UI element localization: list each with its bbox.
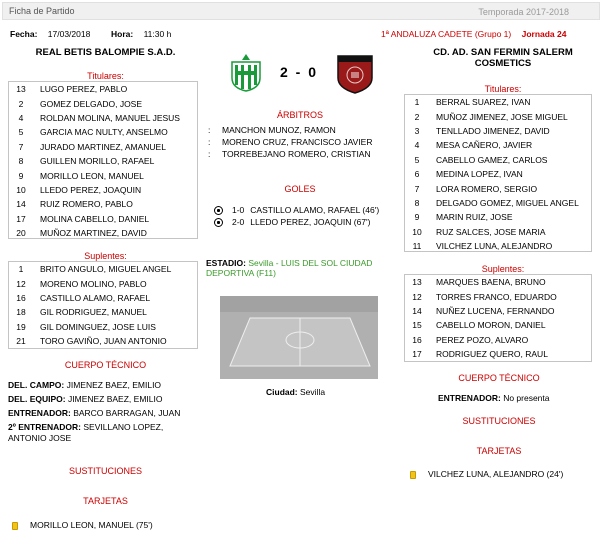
staff-name: BARCO BARRAGAN, JUAN xyxy=(73,408,181,418)
player-number: 2 xyxy=(414,111,420,122)
staff-name: JIMENEZ BAEZ, EMILIO xyxy=(66,380,162,390)
table-row xyxy=(405,347,591,361)
table-row xyxy=(9,262,197,276)
referee-name: TORREBEJANO ROMERO, CRISTIAN xyxy=(222,149,371,159)
home-suplentes-title: Suplentes: xyxy=(84,251,127,261)
player-number: 17 xyxy=(412,349,422,360)
table-row xyxy=(9,125,197,139)
player-name[interactable]: NUÑEZ LUCENA, FERNANDO xyxy=(436,305,555,316)
home-suplentes-list xyxy=(8,261,198,349)
home-tarjetas-title: TARJETAS xyxy=(83,496,128,506)
player-name[interactable]: GIL RODRIGUEZ, MANUEL xyxy=(40,307,147,318)
player-name[interactable]: LLEDO PEREZ, JOAQUIN xyxy=(40,184,142,195)
yellow-card-icon xyxy=(12,522,18,530)
player-name[interactable]: GARCIA MAC NULTY, ANSELMO xyxy=(40,127,168,138)
player-number: 12 xyxy=(16,278,26,289)
table-row xyxy=(405,304,591,318)
away-sustituciones-title: SUSTITUCIONES xyxy=(462,416,536,426)
away-tarjetas-title: TARJETAS xyxy=(476,446,522,456)
referee-row: : TORREBEJANO ROMERO, CRISTIAN xyxy=(208,149,371,159)
goal-row xyxy=(214,217,370,227)
match-date xyxy=(10,29,90,39)
home-staff-list xyxy=(8,380,200,444)
table-row xyxy=(9,168,197,182)
table-row xyxy=(9,291,197,305)
header-bar xyxy=(2,2,600,20)
goal-player: CASTILLO ALAMO, RAFAEL (46') xyxy=(250,205,380,215)
referee-row: : MORENO CRUZ, FRANCISCO JAVIER xyxy=(208,137,373,147)
player-number: 18 xyxy=(16,307,26,318)
player-name[interactable]: MEDINA LOPEZ, IVAN xyxy=(436,169,523,180)
player-number: 9 xyxy=(414,212,420,223)
player-number: 19 xyxy=(16,321,26,332)
away-cuerpo-title: CUERPO TÉCNICO xyxy=(458,373,540,383)
player-name[interactable]: LORA ROMERO, SERGIO xyxy=(436,183,538,194)
table-row xyxy=(9,197,197,211)
player-name[interactable]: RODRIGUEZ QUERO, RAUL xyxy=(436,349,548,360)
player-name[interactable]: MUÑOZ JIMENEZ, JOSE MIGUEL xyxy=(436,111,568,122)
table-row xyxy=(405,239,591,253)
ficha-tab-label[interactable]: Ficha de Partido xyxy=(9,6,75,16)
away-team-name: CD. AD. SAN FERMIN SALERM COSMETICS xyxy=(433,47,573,69)
player-number: 16 xyxy=(412,334,422,345)
table-row xyxy=(9,111,197,125)
table-row xyxy=(405,289,591,303)
player-number: 17 xyxy=(16,213,26,224)
table-row xyxy=(9,140,197,154)
player-number: 3 xyxy=(414,125,420,136)
player-name[interactable]: GIL DOMINGUEZ, JOSE LUIS xyxy=(40,321,156,332)
player-name[interactable]: RUIZ ROMERO, PABLO xyxy=(40,199,133,210)
hora-value: 11:30 h xyxy=(143,29,172,39)
staff-role: ENTRENADOR: xyxy=(438,393,501,403)
table-row xyxy=(9,212,197,226)
staff-name: No presenta xyxy=(503,393,550,403)
player-number: 15 xyxy=(412,320,422,331)
player-name[interactable]: CABELLO GAMEZ, CARLOS xyxy=(436,154,548,165)
player-number: 14 xyxy=(412,305,422,316)
goal-score: 1-0 xyxy=(232,205,245,215)
table-row xyxy=(405,153,591,167)
player-number: 4 xyxy=(18,112,24,123)
player-name[interactable]: MARQUES BAENA, BRUNO xyxy=(436,277,546,288)
away-card-row xyxy=(410,469,563,479)
table-row xyxy=(405,138,591,152)
referee-row: : MANCHON MUNOZ, RAMON xyxy=(208,125,336,135)
staff-role: 2º ENTRENADOR: xyxy=(8,422,81,432)
player-number: 4 xyxy=(414,140,420,151)
player-name[interactable]: ROLDAN MOLINA, MANUEL JESUS xyxy=(40,112,180,123)
player-name[interactable]: CABELLO MORON, DANIEL xyxy=(436,320,546,331)
table-row xyxy=(405,210,591,224)
player-number: 7 xyxy=(414,183,420,194)
estadio-label: ESTADIO: xyxy=(206,258,246,268)
player-number: 16 xyxy=(16,292,26,303)
player-number: 10 xyxy=(16,184,26,195)
table-row xyxy=(405,196,591,210)
away-staff-list xyxy=(438,393,550,404)
player-number: 10 xyxy=(412,226,422,237)
competition-name: 1ª ANDALUZA CADETE (Grupo 1) xyxy=(381,29,512,39)
table-row xyxy=(9,305,197,319)
away-suplentes-title: Suplentes: xyxy=(481,264,525,274)
staff-role: DEL. CAMPO: xyxy=(8,380,65,390)
away-suplentes-list xyxy=(404,274,592,362)
staff-role: ENTRENADOR: xyxy=(8,408,71,418)
referee-name: MANCHON MUNOZ, RAMON xyxy=(222,125,336,135)
away-titulares-title: Titulares: xyxy=(484,84,522,94)
player-number: 8 xyxy=(414,197,420,208)
table-row xyxy=(9,96,197,110)
player-name[interactable]: MUÑOZ MARTINEZ, DAVID xyxy=(40,228,147,239)
staff-name: JIMENEZ BAEZ, EMILIO xyxy=(68,394,163,404)
player-name[interactable]: TENLLADO JIMENEZ, DAVID xyxy=(436,125,550,136)
staff-role: DEL. EQUIPO: xyxy=(8,394,66,404)
player-name[interactable]: GUILLEN MORILLO, RAFAEL xyxy=(40,156,155,167)
staff-row xyxy=(8,380,200,391)
table-row xyxy=(405,225,591,239)
player-number: 20 xyxy=(16,228,26,239)
player-name[interactable]: BRITO ANGULO, MIGUEL ANGEL xyxy=(40,264,172,275)
goles-title: GOLES xyxy=(284,184,316,194)
table-row xyxy=(9,154,197,168)
player-number: 7 xyxy=(18,141,24,152)
table-row xyxy=(405,275,591,289)
table-row xyxy=(9,276,197,290)
player-name[interactable]: TORO GAVIÑO, JUAN ANTONIO xyxy=(40,336,167,347)
player-name[interactable]: CASTILLO ALAMO, RAFAEL xyxy=(40,292,151,303)
table-row xyxy=(9,320,197,334)
card-player: VILCHEZ LUNA, ALEJANDRO (24') xyxy=(428,469,564,479)
referee-name: MORENO CRUZ, FRANCISCO JAVIER xyxy=(222,137,373,147)
player-name[interactable]: VILCHEZ LUNA, ALEJANDRO xyxy=(436,241,553,252)
player-name[interactable]: MORENO MOLINO, PABLO xyxy=(40,278,147,289)
player-number: 13 xyxy=(412,277,422,288)
ball-icon xyxy=(214,218,223,227)
player-number: 8 xyxy=(18,156,24,167)
stadium-field-image xyxy=(220,296,378,379)
player-name[interactable]: MOLINA CABELLO, DANIEL xyxy=(40,213,150,224)
match-score: 2 - 0 xyxy=(280,64,319,80)
player-name[interactable]: JURADO MARTINEZ, AMANUEL xyxy=(40,141,166,152)
player-name[interactable]: RUZ SALCES, JOSE MARIA xyxy=(436,226,546,237)
city-info xyxy=(266,387,325,398)
table-row xyxy=(405,333,591,347)
player-name[interactable]: LUGO PEREZ, PABLO xyxy=(40,84,128,95)
away-crest-icon xyxy=(334,50,376,94)
home-card-row xyxy=(12,520,153,530)
home-titulares-list xyxy=(8,81,198,239)
player-name[interactable]: PEREZ POZO, ALVARO xyxy=(436,334,529,345)
ball-icon xyxy=(214,206,223,215)
goal-row xyxy=(214,205,379,215)
player-number: 6 xyxy=(414,169,420,180)
player-name[interactable]: BERRAL SUAREZ, IVAN xyxy=(436,97,531,108)
player-name[interactable]: MARIN RUIZ, JOSE xyxy=(436,212,513,223)
player-name[interactable]: MESA CAÑERO, JAVIER xyxy=(436,140,533,151)
table-row xyxy=(9,226,197,240)
table-row xyxy=(405,124,591,138)
staff-row xyxy=(8,408,200,419)
competition-info xyxy=(381,29,566,39)
player-number: 2 xyxy=(18,98,24,109)
stadium-info xyxy=(206,258,394,278)
player-number: 13 xyxy=(16,84,26,95)
player-number: 5 xyxy=(18,127,24,138)
home-sustituciones-title: SUSTITUCIONES xyxy=(68,466,142,476)
player-number: 1 xyxy=(18,264,24,275)
card-player: MORILLO LEON, MANUEL (75') xyxy=(30,520,153,530)
ciudad-label: Ciudad: xyxy=(266,387,298,397)
table-row xyxy=(405,167,591,181)
player-name[interactable]: DELGADO GOMEZ, MIGUEL ANGEL xyxy=(436,197,579,208)
table-row xyxy=(405,318,591,332)
away-titulares-list xyxy=(404,94,592,252)
home-titulares-title: Titulares: xyxy=(87,71,124,81)
ciudad-name: Sevilla xyxy=(300,387,326,397)
player-number: 5 xyxy=(414,154,420,165)
home-cuerpo-title: CUERPO TÉCNICO xyxy=(64,360,147,370)
estadio-name[interactable]: Sevilla - LUIS DEL SOL CIUDAD DEPORTIVA (F11) xyxy=(206,258,373,278)
goal-score: 2-0 xyxy=(232,217,245,227)
arbitros-title: ÁRBITROS xyxy=(276,110,323,120)
player-name[interactable]: MORILLO LEON, MANUEL xyxy=(40,170,144,181)
staff-row xyxy=(8,422,200,444)
season-label: Temporada 2017-2018 xyxy=(478,7,569,17)
fecha-value: 17/03/2018 xyxy=(47,29,91,39)
staff-row xyxy=(8,394,200,405)
hora-label: Hora: xyxy=(111,29,134,39)
player-number: 11 xyxy=(412,241,422,252)
staff-row xyxy=(438,393,550,404)
table-row xyxy=(9,334,197,348)
goal-player: LLEDO PEREZ, JOAQUIN (67') xyxy=(250,217,371,227)
player-number: 12 xyxy=(412,291,422,302)
player-number: 9 xyxy=(18,170,24,181)
staff-name: SEVILLANO LOPEZ, ANTONIO JOSE xyxy=(8,422,164,443)
home-team-name: REAL BETIS BALOMPIE S.A.D. xyxy=(35,47,176,58)
table-row xyxy=(405,95,591,109)
table-row xyxy=(9,183,197,197)
player-number: 14 xyxy=(16,199,26,210)
table-row xyxy=(405,109,591,123)
player-name[interactable]: TORRES FRANCO, EDUARDO xyxy=(436,291,557,302)
table-row xyxy=(405,181,591,195)
match-time xyxy=(111,29,171,39)
yellow-card-icon xyxy=(410,471,416,479)
player-number: 21 xyxy=(16,336,26,347)
player-name[interactable]: GOMEZ DELGADO, JOSE xyxy=(40,98,143,109)
table-row xyxy=(9,82,197,96)
fecha-label: Fecha: xyxy=(10,29,38,39)
jornada: Jornada 24 xyxy=(521,29,567,39)
home-crest-icon xyxy=(226,52,266,92)
player-number: 1 xyxy=(414,97,420,108)
